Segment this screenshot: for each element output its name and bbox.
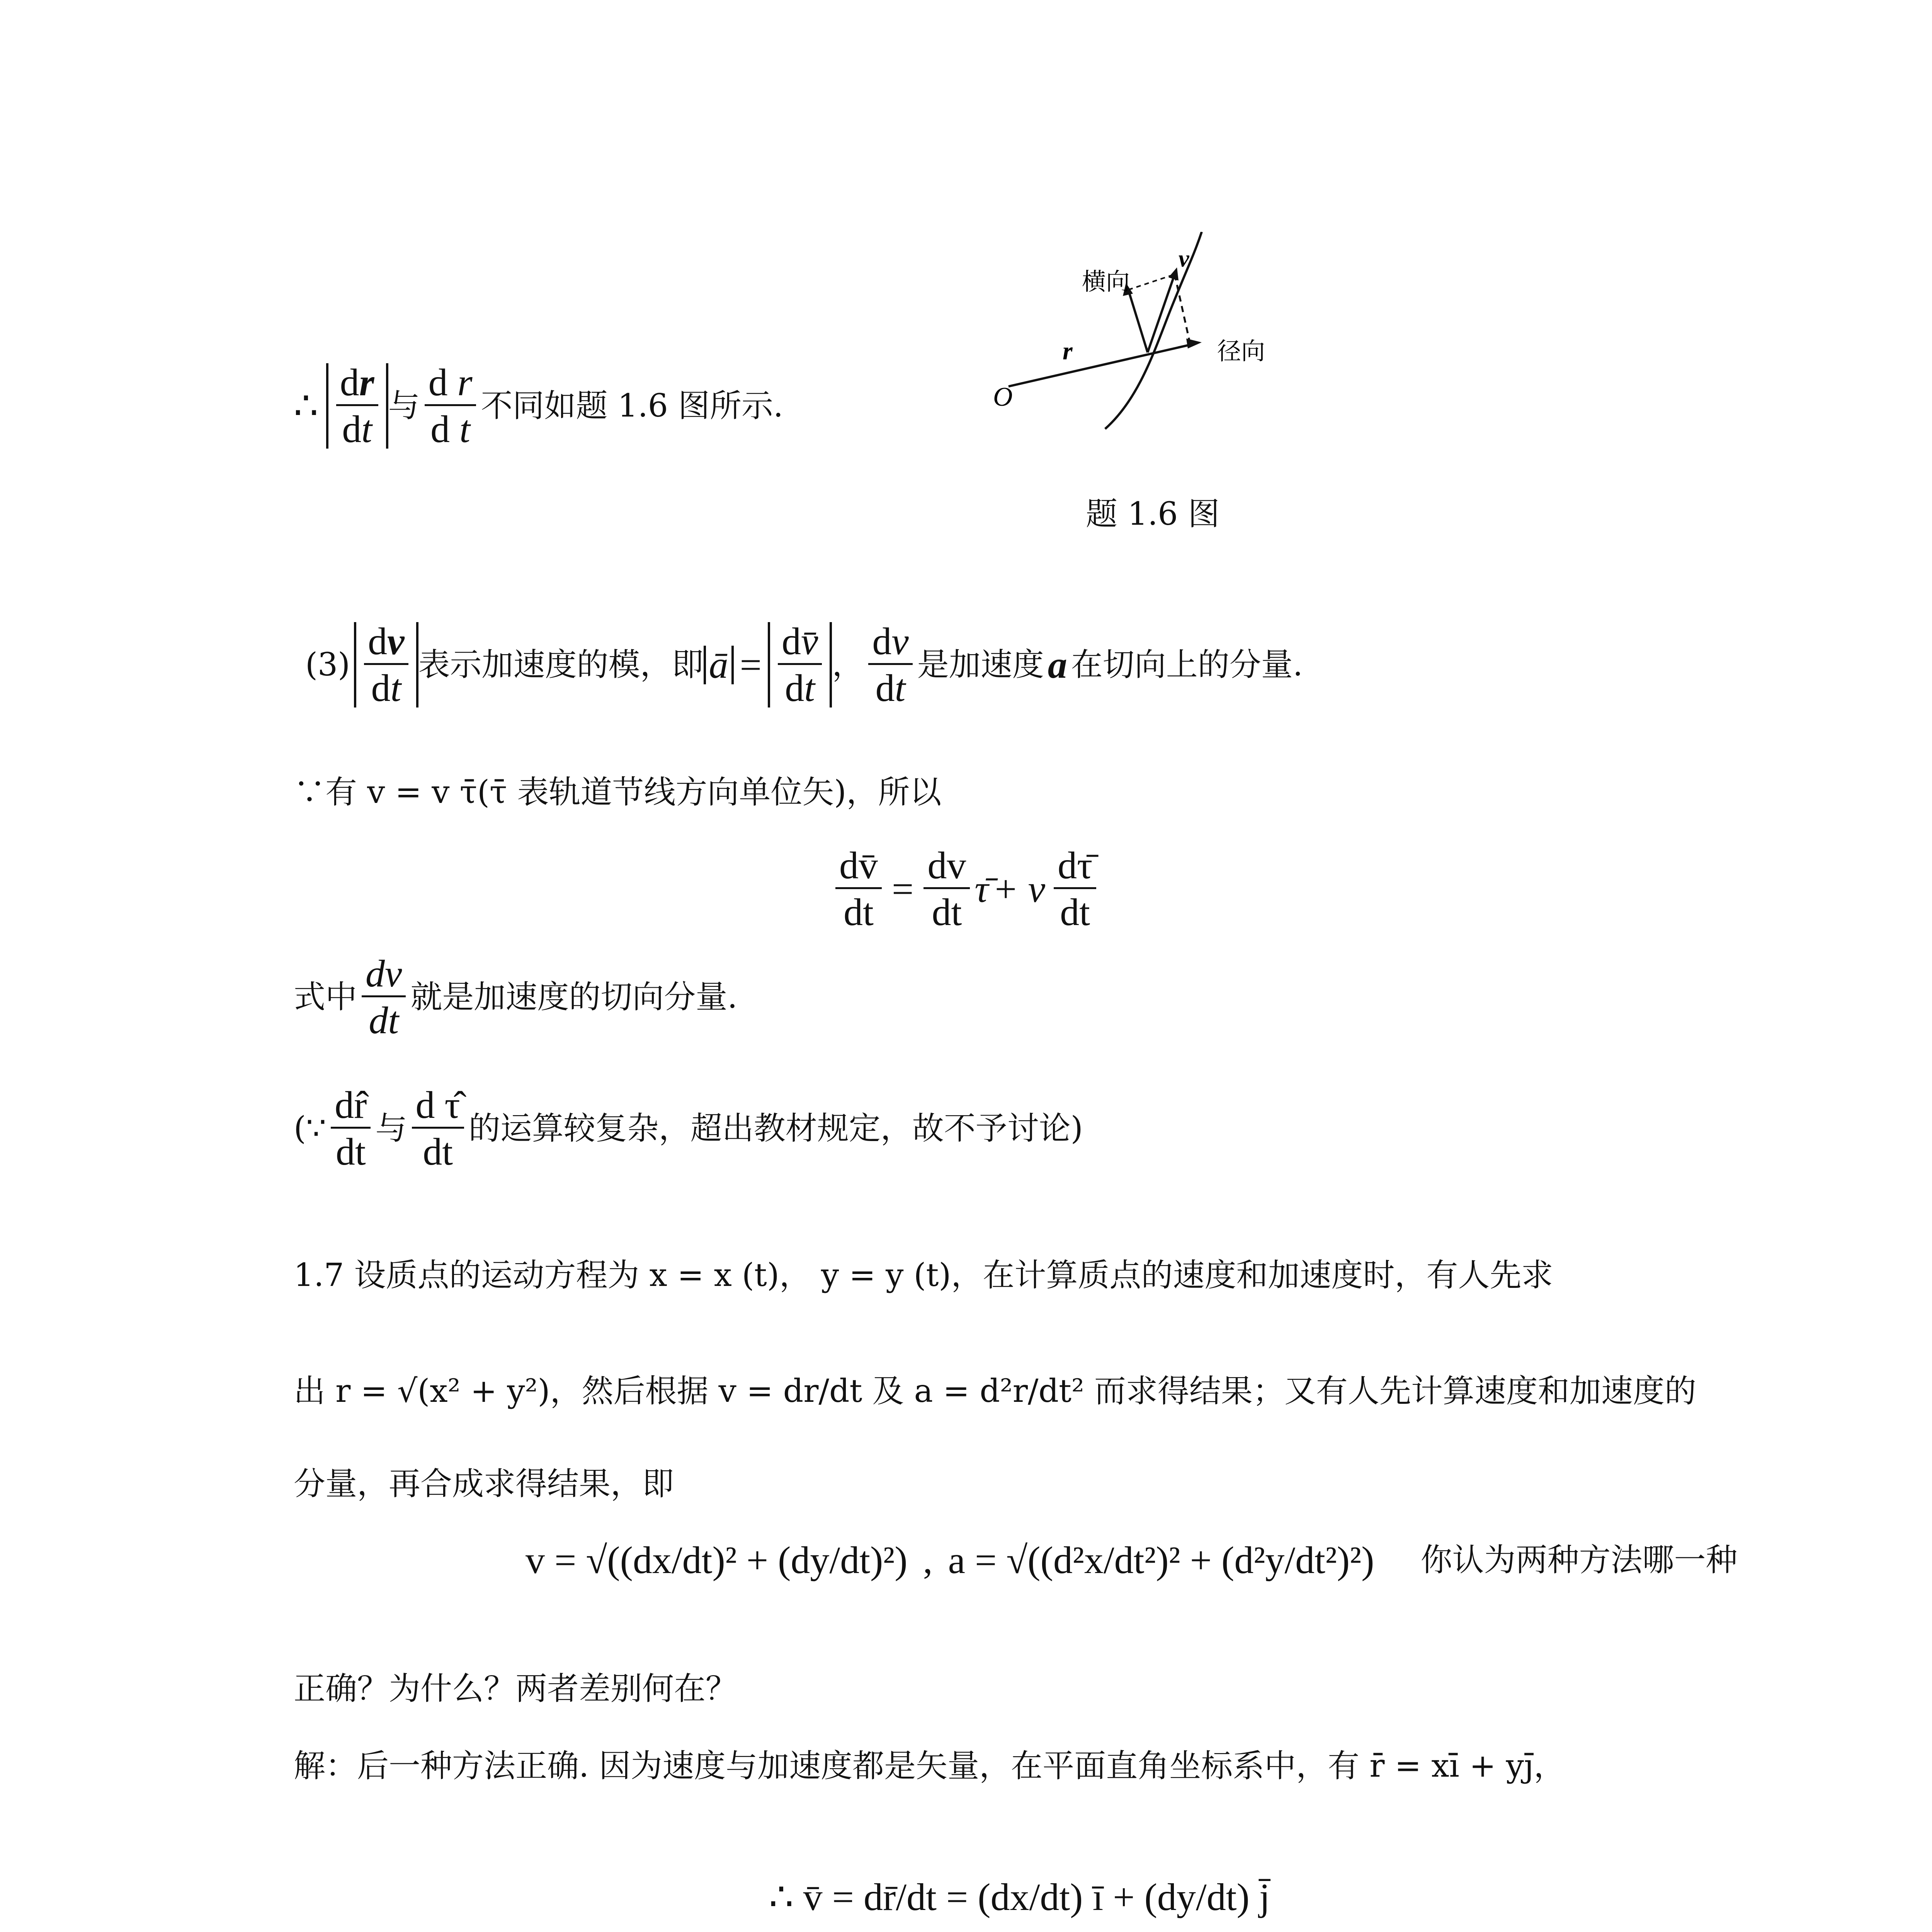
eq-tail-text: 你认为两种方法哪一种 <box>1420 1541 1738 1578</box>
a-bold: a <box>1048 643 1067 686</box>
block-5: (∵ $\frac{dr̂}{dt}$ 与 $\frac{\text{d τ̂}}{dt}$ 的运算较复杂，超出教材规定，故不予讨论) <box>294 1083 1083 1173</box>
radial-label: 径向 <box>1217 338 1265 365</box>
block-2 <box>305 622 1303 707</box>
block-2-text-3: 在切向上的分量. <box>1071 646 1303 683</box>
block-1 <box>294 363 783 449</box>
block-4: 式中 $\frac{dv}{dt}$ 就是加速度的切向分量. <box>294 952 738 1042</box>
figure-caption: 题 1.6 图 <box>1086 496 1220 532</box>
block-2-text-2: 是加速度 <box>917 646 1044 683</box>
dr-dt-fraction: $\frac{\text{d r}}{\text{d t}}$ <box>425 363 476 449</box>
abs-dr-dt: $\frac{dr}{dt}$ <box>326 363 388 449</box>
abs-dv-vec-dt: $\frac{dv̄}{dt}$ <box>768 622 832 707</box>
problem-1-7-line-3: 分量，再合成求得结果，即 <box>294 1466 674 1502</box>
item-3-prefix: (3) <box>305 646 350 683</box>
yu-text: 与 <box>388 387 420 424</box>
origin-label: O <box>993 382 1013 412</box>
problem-1-7-line-1: 1.7 设质点的运动方程为 x = x (t)， y = y (t)，在计算质点的速度和加速度时，有人先求 <box>294 1257 1553 1294</box>
figure-1-6 <box>985 232 1294 433</box>
problem-1-7-line-4: 正确？为什么？两者差别何在？ <box>294 1670 738 1707</box>
r-label: r <box>1063 337 1073 365</box>
dv-dt-fraction: $\frac{dv}{dt}$ <box>868 622 912 707</box>
solution-line: 解：后一种方法正确. 因为速度与加速度都是矢量，在平面直角坐标系中，有 r̄ = xī + yj̄， <box>294 1748 1566 1784</box>
block-1-text: 不同如题 1.6 图所示. <box>481 387 784 424</box>
abs-dv-dt: $\frac{dv}{dt}$ <box>354 622 418 707</box>
transverse-label: 横向 <box>1082 269 1130 295</box>
eq-v-components: v = √((dx/dt)² + (dy/dt)²) <box>526 1539 908 1582</box>
therefore-symbol: ∴ <box>294 384 318 427</box>
v-label: v <box>1179 246 1189 272</box>
dv-dt-inline: $\frac{dv}{dt}$ <box>362 954 406 1040</box>
equation-1: $\frac{dv̄}{dt}$ = $\frac{dv}{dt}$ τ̄ + v $\frac{d\taū}{dt}$ <box>831 846 1101 932</box>
block-2-text-1: 表示加速度的模，即 <box>418 646 704 683</box>
problem-1-7-line-2: 出 r = √(x² + y²)，然后根据 v = dr/dt 及 a = d²r/dt² 而求得结果；又有人先计算速度和加速度的 <box>294 1373 1696 1410</box>
eq-a-components: a = √((d²x/dt²)² + (d²y/dt²)²) <box>948 1539 1374 1582</box>
problem-1-7-equations: v = √((dx/dt)² + (dy/dt)²) , a = √((d²x/dt²)² + (d²y/dt²)²) 你认为两种方法哪一种 <box>526 1539 1738 1582</box>
comma: ， <box>832 646 864 683</box>
equals-sign: = <box>740 643 762 686</box>
velocity-vector-eq: ∴ v̄ = dr̄/dt = (dx/dt) ī + (dy/dt) j̄ <box>769 1876 1270 1918</box>
block-3: ∵有 v = v τ̄(τ̄ 表轨道节线方向单位矢)，所以 <box>294 774 942 811</box>
abs-a-vec: ā <box>704 646 734 684</box>
